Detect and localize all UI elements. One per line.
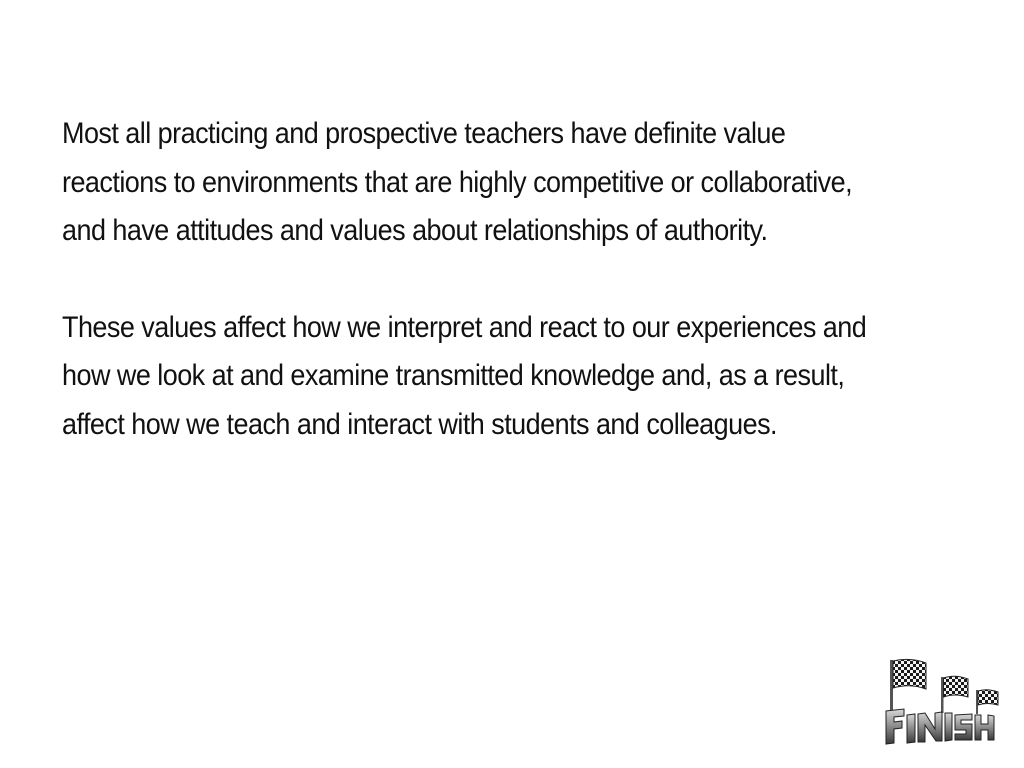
- slide-body: [62, 110, 872, 449]
- paragraph-1: Most all practicing and prospective teachers have definite value reactions to environments that are highly competitive or collaborative, and have attitudes and values about relationships of authority.: [62, 117, 853, 247]
- finish-logo-letters: [886, 709, 994, 744]
- finish-flags-icon: [880, 655, 1005, 747]
- paragraph-2: These values affect how we interpret and react to our experiences and how we look at and examine transmitted knowledge and, as a result, affect how we teach and interact with students and colleagues.: [62, 310, 867, 441]
